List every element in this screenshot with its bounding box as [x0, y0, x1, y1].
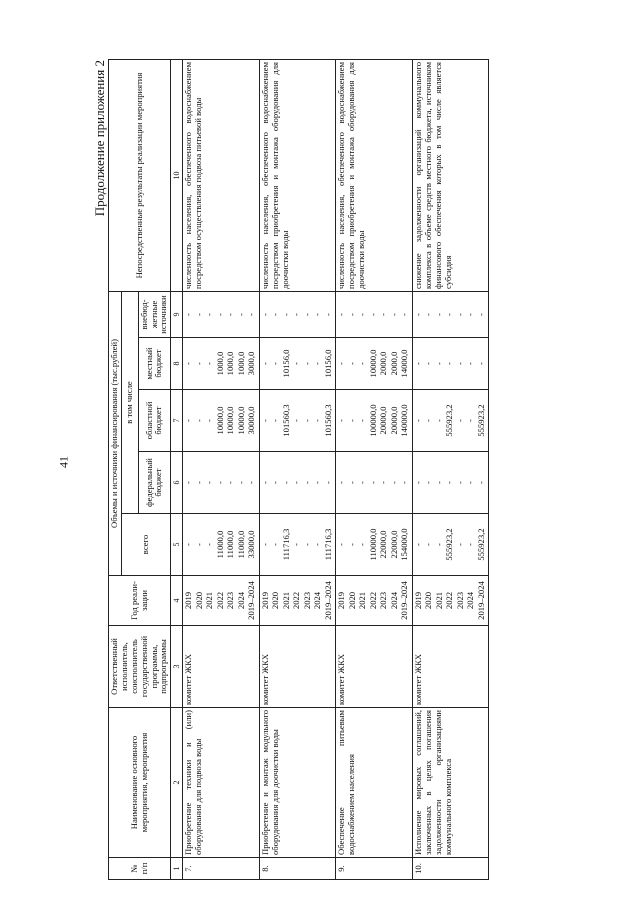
regional-amount-value: 140000,0	[399, 404, 410, 437]
regional-amount-value: -	[454, 419, 465, 422]
offbudget-amount	[183, 291, 260, 337]
year-list-value: 2023	[225, 591, 236, 610]
year-list	[336, 576, 413, 626]
header-results: Непосредственные результаты реализации мероприятия	[109, 59, 171, 291]
table-row	[412, 59, 489, 879]
offbudget-amount-value: -	[475, 313, 486, 316]
table-row	[259, 59, 336, 879]
offbudget-amount-value: -	[346, 313, 357, 316]
result-text: численность населения, обеспеченного водоснабжением посредством осуществления подвоза питьевой воды	[183, 59, 260, 291]
total-amount-value: 555923,2	[475, 528, 486, 561]
header-including: в том числе	[121, 291, 138, 513]
local-amount-value: 1000,0	[225, 351, 236, 376]
year-list-value: 2019	[412, 591, 423, 610]
year-list-value: 2020	[270, 591, 281, 610]
offbudget-amount-value: -	[246, 313, 257, 316]
local-amount-value: -	[444, 362, 455, 365]
total-amount-value: -	[204, 543, 215, 546]
federal-amount-value: -	[336, 481, 347, 484]
offbudget-amount-value: -	[235, 313, 246, 316]
regional-amount-value: -	[301, 419, 312, 422]
offbudget-amount-value: -	[322, 313, 333, 316]
year-list-value: 2024	[312, 591, 323, 610]
row-number: 9.	[336, 858, 413, 880]
offbudget-amount-value: -	[465, 313, 476, 316]
local-amount-value: -	[193, 362, 204, 365]
local-amount-value: 10000,0	[367, 349, 378, 378]
regional-amount-value: -	[465, 419, 476, 422]
responsible-executor: комитет ЖКХ	[336, 626, 413, 708]
regional-amount-value: -	[336, 419, 347, 422]
year-list-value: 2022	[367, 591, 378, 610]
regional-amount-value: 10000,0	[235, 406, 246, 435]
federal-amount-value: -	[193, 481, 204, 484]
federal-amount-value: -	[423, 481, 434, 484]
header-local: местный бюджет	[138, 338, 171, 390]
regional-amount	[259, 390, 336, 452]
total-amount-value: -	[454, 543, 465, 546]
column-number: 3	[171, 626, 183, 708]
regional-amount-value: 555923,2	[475, 404, 486, 437]
federal-amount-value: -	[214, 481, 225, 484]
offbudget-amount-value: -	[378, 313, 389, 316]
offbudget-amount-value: -	[301, 313, 312, 316]
local-amount-value: -	[312, 362, 323, 365]
local-amount-value: -	[433, 362, 444, 365]
column-number-row	[171, 59, 183, 879]
regional-amount-value: 10000,0	[214, 406, 225, 435]
local-amount-value: -	[357, 362, 368, 365]
local-amount	[259, 338, 336, 390]
offbudget-amount-value: -	[444, 313, 455, 316]
regional-amount-value: 101560,3	[322, 404, 333, 437]
total-amount	[336, 514, 413, 576]
result-text: численность населения, обеспеченного водоснабжением посредством приобретения и монтажа оборудования для доочистки воды	[336, 59, 413, 291]
total-amount-value: -	[412, 543, 423, 546]
offbudget-amount	[412, 291, 489, 337]
federal-amount-value: -	[322, 481, 333, 484]
local-amount-value: -	[475, 362, 486, 365]
federal-amount	[183, 452, 260, 514]
federal-amount-value: -	[270, 481, 281, 484]
regional-amount-value: -	[423, 419, 434, 422]
regional-amount-value: 555923,2	[444, 404, 455, 437]
regional-amount	[336, 390, 413, 452]
local-amount-value: 1000,0	[214, 351, 225, 376]
year-list-value: 2024	[465, 591, 476, 610]
year-list-value: 2019–2024	[246, 581, 257, 620]
federal-amount-value: -	[378, 481, 389, 484]
regional-amount-value: 100000,0	[367, 404, 378, 437]
federal-amount-value: -	[454, 481, 465, 484]
offbudget-amount-value: -	[291, 313, 302, 316]
header-offbudget: внебюд-жетные источники	[138, 291, 171, 337]
regional-amount-value: 30000,0	[246, 406, 257, 435]
offbudget-amount-value: -	[204, 313, 215, 316]
column-number: 10	[171, 59, 183, 291]
column-number: 9	[171, 291, 183, 337]
total-amount-value: 111716,3	[280, 528, 291, 561]
local-amount-value: -	[346, 362, 357, 365]
local-amount-value: -	[412, 362, 423, 365]
year-list-value: 2024	[235, 591, 246, 610]
local-amount-value: -	[291, 362, 302, 365]
federal-amount-value: -	[433, 481, 444, 484]
federal-amount-value: -	[183, 481, 194, 484]
year-list-value: 2021	[357, 591, 368, 610]
rotated-content	[90, 60, 620, 880]
column-number: 2	[171, 708, 183, 858]
column-number: 8	[171, 338, 183, 390]
federal-amount	[336, 452, 413, 514]
result-text: снижение задолженности организаций коммунального комплекса в объеме средств местного бюджета, источником финансового обеспечения которых в том числе является субсидия	[412, 59, 489, 291]
offbudget-amount-value: -	[357, 313, 368, 316]
total-amount-value: -	[336, 543, 347, 546]
regional-amount-value: 10000,0	[225, 406, 236, 435]
offbudget-amount-value: -	[336, 313, 347, 316]
regional-amount-value: -	[346, 419, 357, 422]
total-amount-value: 154000,0	[399, 528, 410, 561]
local-amount-value: -	[183, 362, 194, 365]
row-number: 10.	[412, 858, 489, 880]
header-year: Год реали-зации	[109, 576, 171, 626]
local-amount-value: 3000,0	[246, 351, 257, 376]
offbudget-amount	[336, 291, 413, 337]
local-amount-value: -	[301, 362, 312, 365]
total-amount-value: -	[291, 543, 302, 546]
federal-amount-value: -	[246, 481, 257, 484]
local-amount-value: -	[465, 362, 476, 365]
federal-amount-value: -	[225, 481, 236, 484]
year-list-value: 2021	[204, 591, 215, 610]
regional-amount-value: -	[204, 419, 215, 422]
column-number: 7	[171, 390, 183, 452]
total-amount-value: 11000,0	[214, 530, 225, 559]
year-list-value: 2019	[183, 591, 194, 610]
regional-amount	[412, 390, 489, 452]
total-amount-value: 11000,0	[235, 530, 246, 559]
local-amount	[412, 338, 489, 390]
federal-amount-value: -	[388, 481, 399, 484]
header-total: всего	[121, 514, 170, 576]
total-amount-value: 111716,3	[322, 528, 333, 561]
total-amount-value: -	[423, 543, 434, 546]
offbudget-amount-value: -	[399, 313, 410, 316]
federal-amount-value: -	[235, 481, 246, 484]
year-list-value: 2020	[193, 591, 204, 610]
federal-amount-value: -	[259, 481, 270, 484]
year-list-value: 2024	[388, 591, 399, 610]
regional-amount-value: -	[433, 419, 444, 422]
offbudget-amount-value: -	[412, 313, 423, 316]
total-amount	[183, 514, 260, 576]
year-list-value: 2019	[259, 591, 270, 610]
federal-amount-value: -	[312, 481, 323, 484]
total-amount-value: -	[312, 543, 323, 546]
total-amount-value: -	[183, 543, 194, 546]
federal-amount-value: -	[357, 481, 368, 484]
offbudget-amount-value: -	[433, 313, 444, 316]
year-list-value: 2022	[444, 591, 455, 610]
regional-amount-value: -	[357, 419, 368, 422]
column-number: 4	[171, 576, 183, 626]
row-number: 8.	[259, 858, 336, 880]
offbudget-amount-value: -	[270, 313, 281, 316]
column-number: 1	[171, 858, 183, 880]
regional-amount-value: -	[270, 419, 281, 422]
year-list	[183, 576, 260, 626]
local-amount-value: 10156,0	[322, 349, 333, 378]
offbudget-amount-value: -	[312, 313, 323, 316]
local-amount-value: 14000,0	[399, 349, 410, 378]
regional-amount-value: 20000,0	[388, 406, 399, 435]
local-amount-value: 2000,0	[388, 351, 399, 376]
activity-name: Приобретение и монтаж модульного оборудования для доочистки воды	[259, 708, 336, 858]
local-amount	[336, 338, 413, 390]
offbudget-amount-value: -	[259, 313, 270, 316]
year-list-value: 2023	[378, 591, 389, 610]
offbudget-amount-value: -	[183, 313, 194, 316]
local-amount-value: 1000,0	[235, 351, 246, 376]
total-amount	[412, 514, 489, 576]
year-list-value: 2019–2024	[322, 581, 333, 620]
total-amount-value: -	[270, 543, 281, 546]
total-amount-value: -	[301, 543, 312, 546]
total-amount-value: 555923,2	[444, 528, 455, 561]
activity-name: Приобретение техники и (или) оборудования для подвоза воды	[183, 708, 260, 858]
total-amount-value: -	[193, 543, 204, 546]
local-amount-value: -	[259, 362, 270, 365]
offbudget-amount-value: -	[193, 313, 204, 316]
federal-amount-value: -	[465, 481, 476, 484]
total-amount-value: 22000,0	[388, 530, 399, 559]
result-text: численность населения, обеспеченного водоснабжением посредством приобретения и монтажа оборудования для доочистки воды	[259, 59, 336, 291]
year-list	[259, 576, 336, 626]
header-responsible: Ответственный исполнитель, соисполнитель государственной программы, подпрограммы	[109, 626, 171, 708]
responsible-executor: комитет ЖКХ	[183, 626, 260, 708]
year-list-value: 2022	[214, 591, 225, 610]
activity-name: Обеспечение питьевым водоснабжением населения	[336, 708, 413, 858]
activity-name: Исполнение мировых соглашений, заключенных в целях погашения задолженности организациями коммунального комплекса	[412, 708, 489, 858]
local-amount-value: 2000,0	[378, 351, 389, 376]
federal-amount-value: -	[475, 481, 486, 484]
federal-amount-value: -	[291, 481, 302, 484]
federal-amount-value: -	[346, 481, 357, 484]
header-volumes: Объемы и источники финансирования (тыс.рублей)	[109, 291, 122, 575]
year-list	[412, 576, 489, 626]
year-list-value: 2022	[291, 591, 302, 610]
local-amount-value: -	[204, 362, 215, 365]
federal-amount	[412, 452, 489, 514]
column-number: 5	[171, 514, 183, 576]
year-list-value: 2019–2024	[475, 581, 486, 620]
offbudget-amount-value: -	[214, 313, 225, 316]
year-list-value: 2021	[433, 591, 444, 610]
header-federal: федеральный бюджет	[138, 452, 171, 514]
local-amount-value: 10156,0	[280, 349, 291, 378]
regional-amount-value: -	[291, 419, 302, 422]
offbudget-amount-value: -	[280, 313, 291, 316]
local-amount-value: -	[454, 362, 465, 365]
regional-amount-value: -	[412, 419, 423, 422]
regional-amount-value: 101560,3	[280, 404, 291, 437]
federal-amount-value: -	[412, 481, 423, 484]
federal-amount-value: -	[301, 481, 312, 484]
federal-amount	[259, 452, 336, 514]
total-amount-value: -	[465, 543, 476, 546]
year-list-value: 2023	[301, 591, 312, 610]
offbudget-amount-value: -	[423, 313, 434, 316]
header-no: № п/п	[109, 858, 171, 880]
column-number: 6	[171, 452, 183, 514]
page-number: 41	[56, 456, 71, 468]
continuation-caption: Продолжение приложения 2	[92, 60, 107, 217]
local-amount	[183, 338, 260, 390]
table-row	[336, 59, 413, 879]
total-amount-value: 22000,0	[378, 530, 389, 559]
header-regional: областной бюджет	[138, 390, 171, 452]
year-list-value: 2021	[280, 591, 291, 610]
offbudget-amount-value: -	[454, 313, 465, 316]
local-amount-value: -	[336, 362, 347, 365]
local-amount-value: -	[270, 362, 281, 365]
total-amount	[259, 514, 336, 576]
year-list-value: 2023	[454, 591, 465, 610]
total-amount-value: 110000,0	[367, 528, 378, 561]
year-list-value: 2020	[346, 591, 357, 610]
total-amount-value: 11000,0	[225, 530, 236, 559]
regional-amount-value: 20000,0	[378, 406, 389, 435]
federal-amount-value: -	[444, 481, 455, 484]
regional-amount-value: -	[259, 419, 270, 422]
regional-amount-value: -	[183, 419, 194, 422]
total-amount-value: -	[346, 543, 357, 546]
regional-amount	[183, 390, 260, 452]
table-row	[183, 59, 260, 879]
total-amount-value: -	[433, 543, 444, 546]
year-list-value: 2019–2024	[399, 581, 410, 620]
responsible-executor: комитет ЖКХ	[412, 626, 489, 708]
federal-amount-value: -	[280, 481, 291, 484]
regional-amount-value: -	[193, 419, 204, 422]
offbudget-amount-value: -	[225, 313, 236, 316]
financing-table	[108, 59, 489, 880]
header-name: Наименование основного мероприятия, мероприятия	[109, 708, 171, 858]
year-list-value: 2019	[336, 591, 347, 610]
responsible-executor: комитет ЖКХ	[259, 626, 336, 708]
total-amount-value: 33000,0	[246, 530, 257, 559]
federal-amount-value: -	[399, 481, 410, 484]
total-amount-value: -	[259, 543, 270, 546]
federal-amount-value: -	[204, 481, 215, 484]
year-list-value: 2020	[423, 591, 434, 610]
offbudget-amount-value: -	[388, 313, 399, 316]
total-amount-value: -	[357, 543, 368, 546]
row-number: 7.	[183, 858, 260, 880]
local-amount-value: -	[423, 362, 434, 365]
federal-amount-value: -	[367, 481, 378, 484]
offbudget-amount	[259, 291, 336, 337]
regional-amount-value: -	[312, 419, 323, 422]
offbudget-amount-value: -	[367, 313, 378, 316]
